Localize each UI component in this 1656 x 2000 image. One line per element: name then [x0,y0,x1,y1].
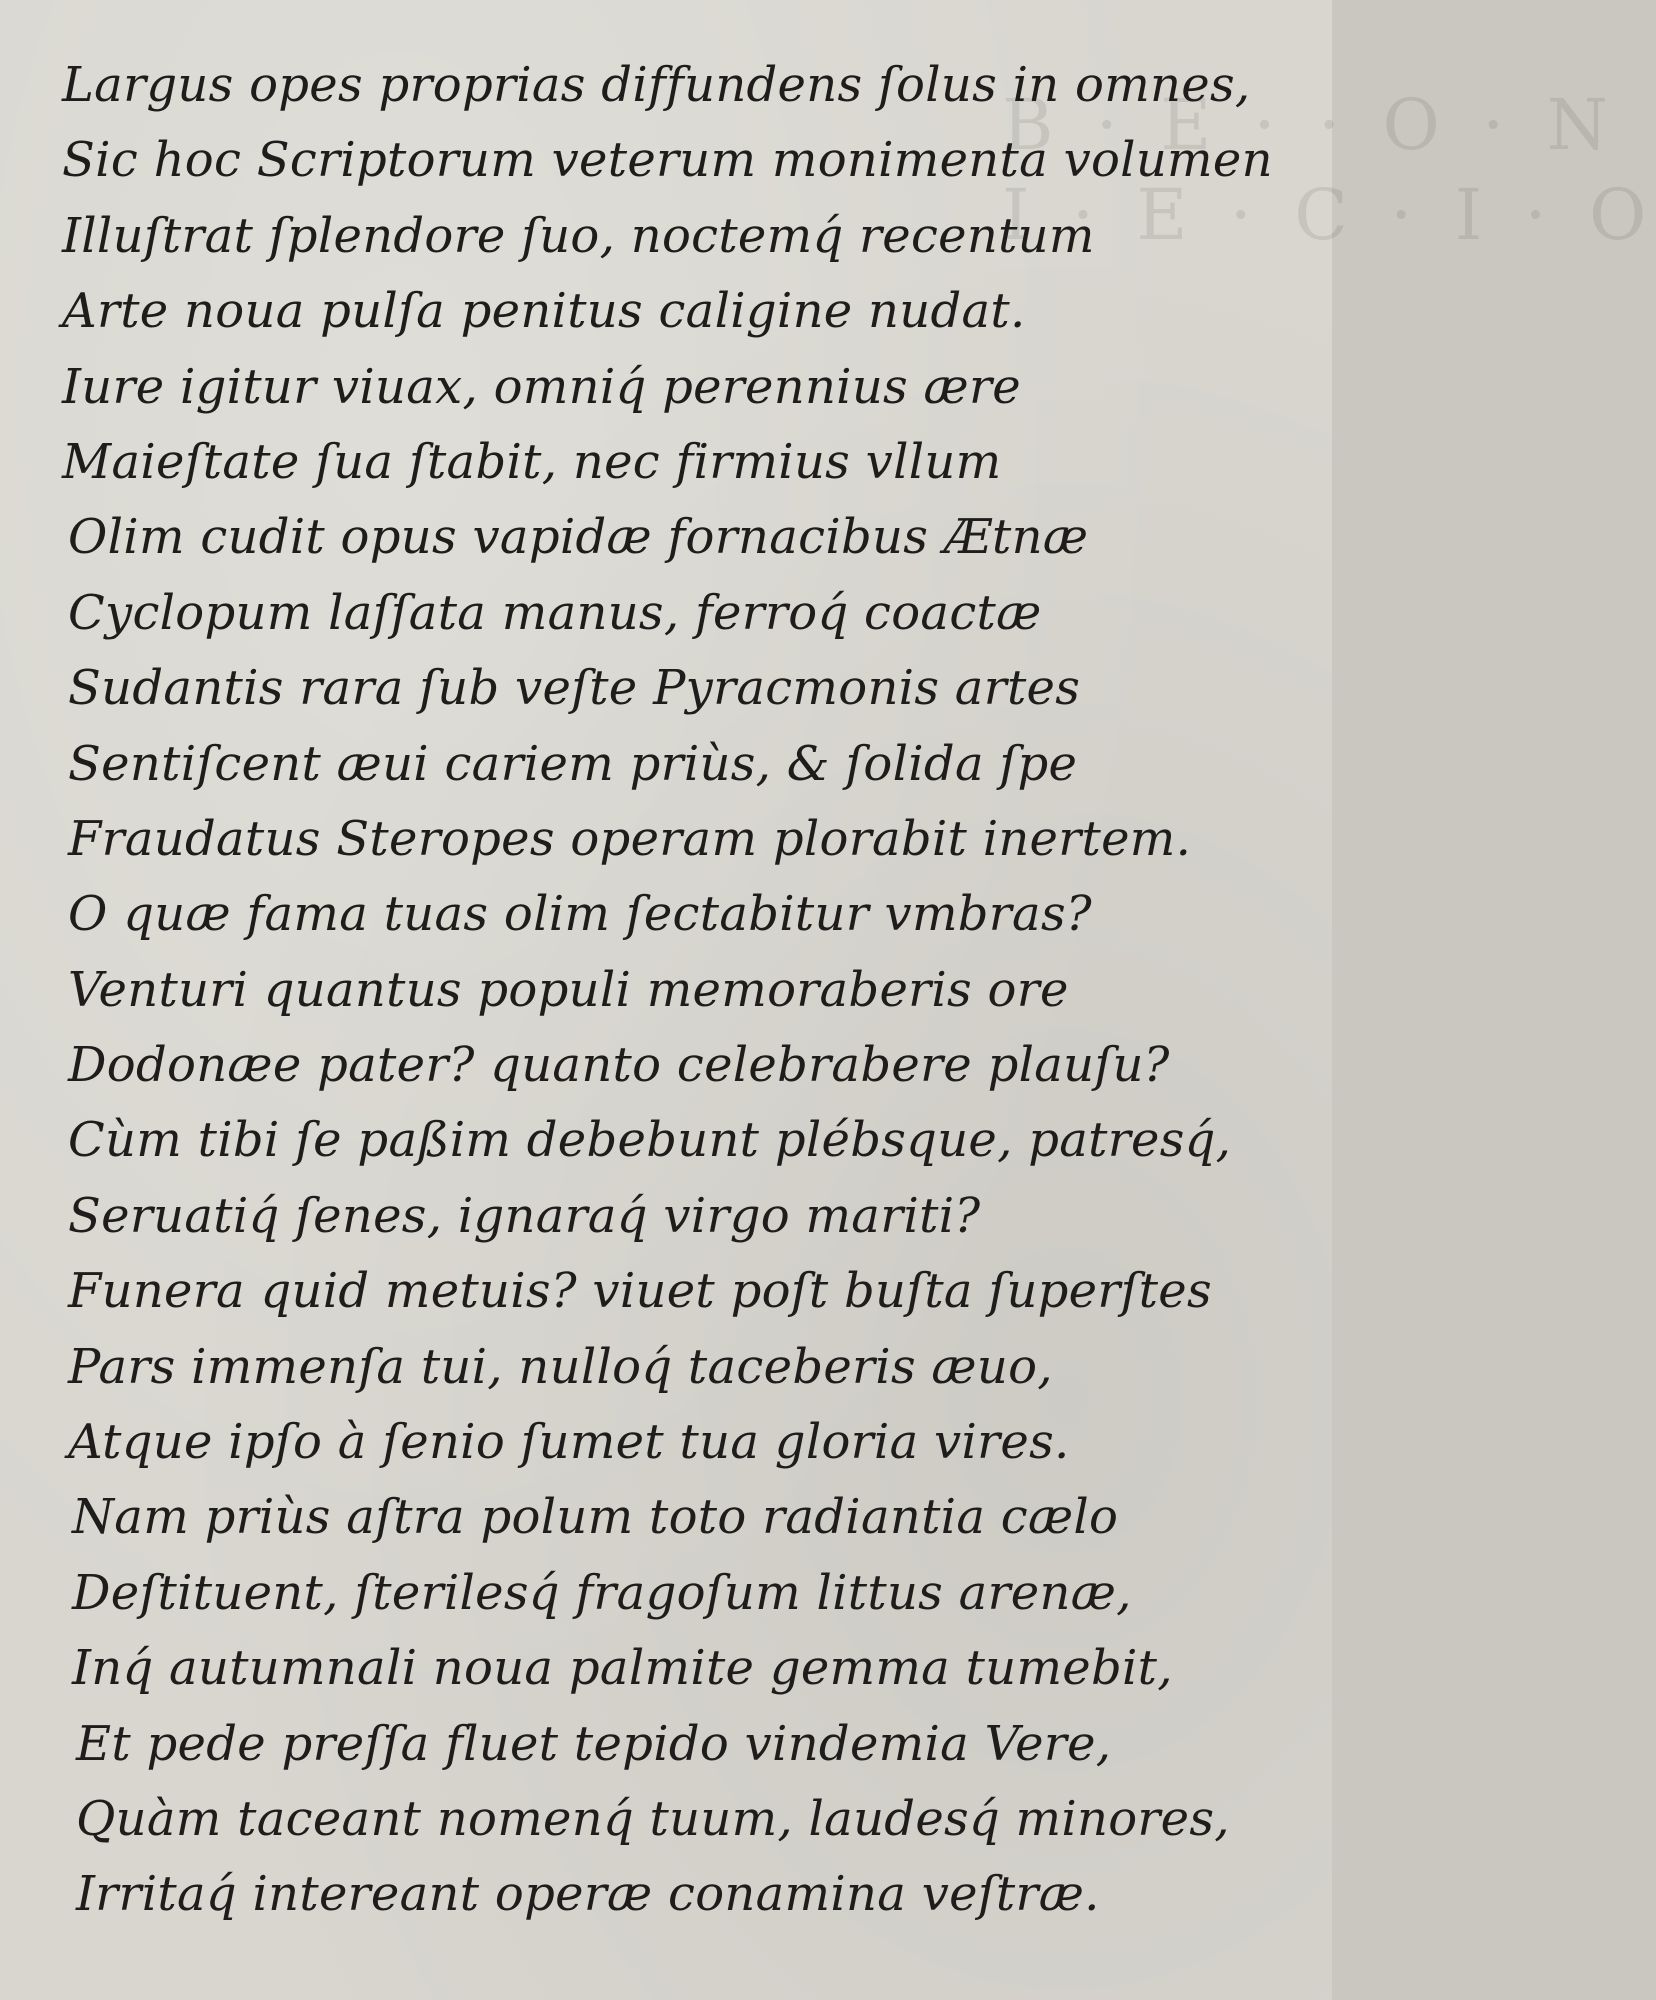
poem-line: Arte noua pulſa penitus caligine nudat. [62,283,1026,340]
poem-line: Dodonæe pater? quanto celebrabere plauſu? [68,1037,1170,1094]
poem-line: Sudantis rara ſub veſte Pyracmonis artes [68,660,1081,717]
poem-line: Atque ipſo à ſenio ſumet tua gloria vires. [68,1414,1070,1471]
poem-line: Funera quid metuis? viuet poſt buſta ſuperſtes [68,1263,1212,1320]
poem-line: Irritaq́ intereant operæ conamina veſtræ. [76,1866,1100,1923]
poem-line: Largus opes proprias diffundens ſolus in omnes, [62,57,1251,113]
poem-text [62,48,1302,1933]
poem-line: O quæ fama tuas olim ſectabitur vmbras? [68,886,1092,943]
poem-line: Maieſtate ſua ſtabit, nec firmius vllum [62,433,1002,490]
poem-line: Cyclopum laſſata manus, ferroq́ coactæ [68,584,1042,641]
poem-line: Iure igitur viuax, omniq́ perennius ære [62,358,1021,415]
poem-line: Pars immenſa tui, nulloq́ taceberis æuo, [68,1338,1053,1395]
poem-line: Inq́ autumnali noua palmite gemma tumebit, [72,1640,1173,1697]
poem-line: Sentiſcent æui cariem priùs, & ſolida ſpe [68,735,1078,792]
poem-line: Sic hoc Scriptorum veterum monimenta volumen [62,132,1273,189]
poem-line: Olim cudit opus vapidæ fornacibus Ætnæ [68,509,1089,566]
poem-line: Cùm tibi ſe paßim debebunt plébsque, patresq́, [68,1112,1232,1169]
show-through-text: B · E · · O · N I · E · C · I · O [1002,84,1656,256]
poem-line: Venturi quantus populi memoraberis ore [68,961,1069,1018]
poem-line: Illuſtrat ſplendore ſuo, noctemq́ recentum [62,207,1095,264]
poem-line: Et pede preſſa fluet tepido vindemia Vere, [76,1715,1112,1772]
poem-line: Fraudatus Steropes operam plorabit inertem. [68,810,1192,867]
poem-line: Quàm taceant nomenq́ tuum, laudesq́ minores, [76,1790,1230,1847]
poem-line: Deſtituent, ſterilesq́ fragoſum littus arenæ, [72,1564,1132,1621]
poem-line: Seruatiq́ ſenes, ignaraq́ virgo mariti? [68,1187,981,1244]
poem-line: Nam priùs aſtra polum toto radiantia cælo [72,1489,1119,1546]
